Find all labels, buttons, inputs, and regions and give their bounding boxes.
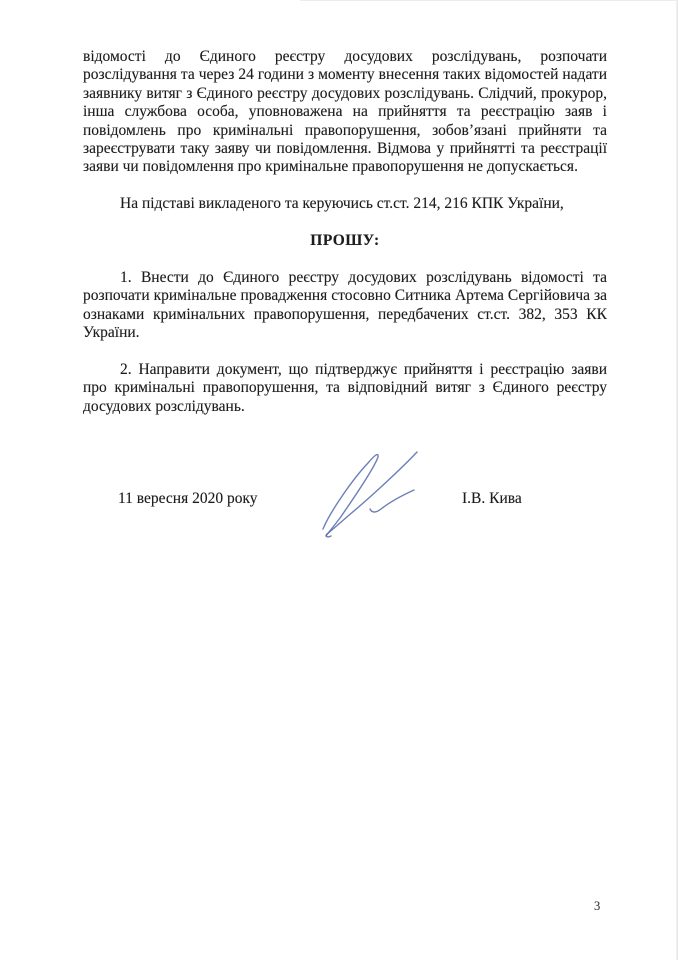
request-item-2: 2. Направити документ, що підтверджує прийняття і реєстрацію заяви про кримінальні правопорушення, та відповідний витяг з Єдиного реєстру досудових розслідувань. [83, 360, 607, 415]
handwritten-signature-ink [300, 440, 450, 550]
signatory-name: І.В. Кива [462, 490, 522, 508]
continuation-paragraph: відомості до Єдиного реєстру досудових розслідувань, розпочати розслідування та через 24 години з моменту внесення таких відомостей надати заявнику витяг з Єдиного реєстру досудових розслідувань. Слідчий, прокурор, інша службова особа, уповноважена на прийняття та реєстрацію заяв і повідомлень про кримінальні правопорушення, зобов’язані прийняти та зареєструвати таку заяву чи повідомлення. Відмова у прийнятті та реєстрації заяви чи повідомлення про кримінальне правопорушення не допускається. [83, 48, 607, 176]
page-number: 3 [594, 899, 601, 913]
request-item-1: 1. Внести до Єдиного реєстру досудових розслідувань відомості та розпочати кримінальне провадження стосовно Ситника Артема Сергійовича за ознаками кримінальних правопорушення, передбачених ст.ст. 382, 353 КК України. [83, 268, 607, 342]
legal-basis-line: На підставі викладеного та керуючись ст.ст. 214, 216 КПК України, [120, 195, 564, 213]
document-body [83, 0, 607, 514]
document-date: 11 вересня 2020 року [118, 490, 258, 508]
request-heading: ПРОШУ: [310, 232, 380, 250]
